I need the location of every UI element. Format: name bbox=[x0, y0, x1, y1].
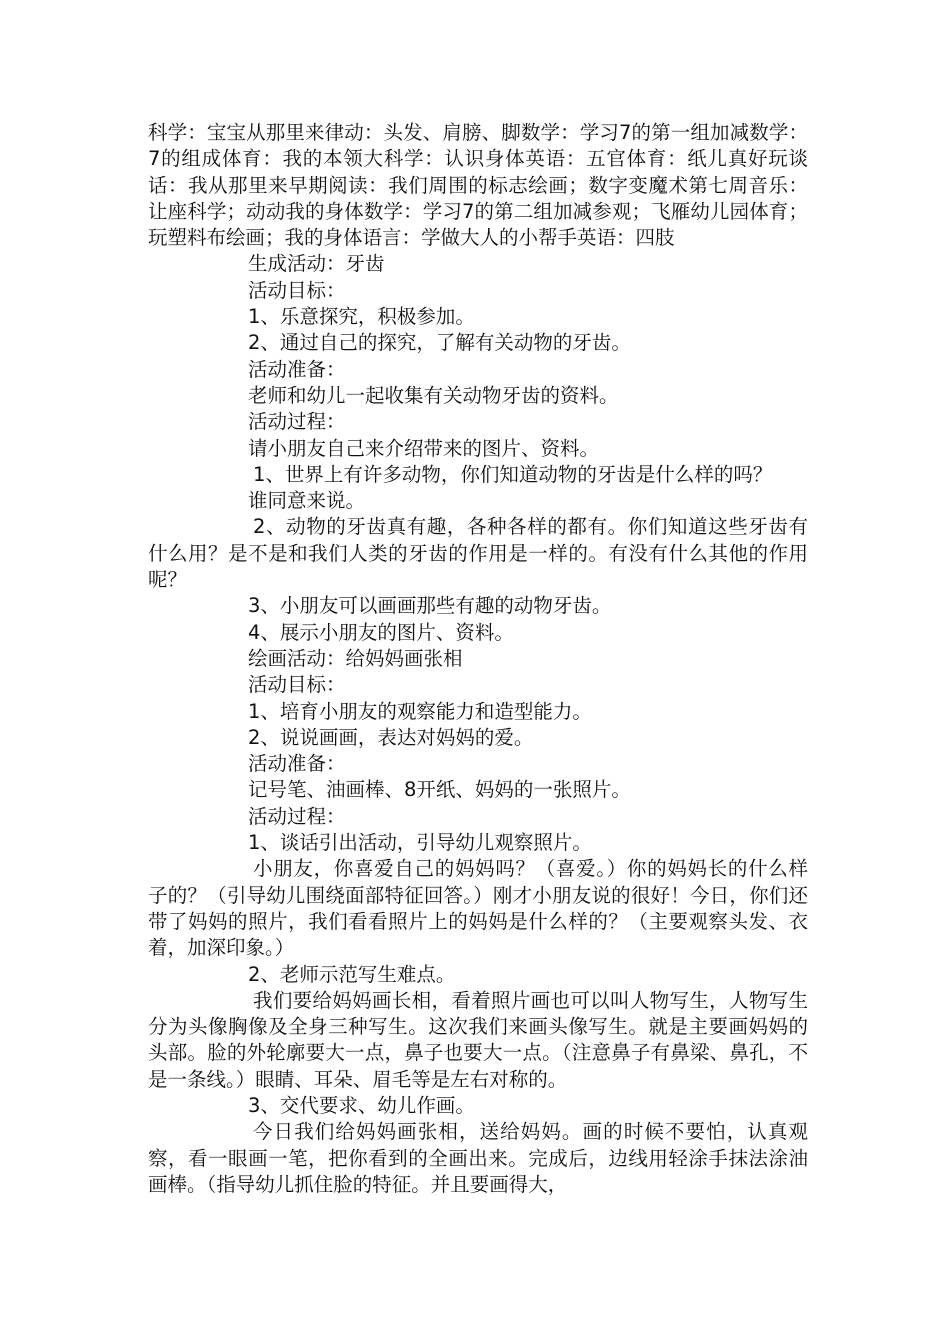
process-step: 2、老师示范写生难点。 bbox=[248, 962, 456, 986]
heading-activity-preparation: 活动准备： bbox=[248, 357, 346, 381]
process-step: 4、展示小朋友的图片、资料。 bbox=[248, 620, 514, 644]
process-text: 今日我们给妈妈画张相，送给妈妈。画的时候不要怕，认真观察，看一眼画一笔，把你看到的全画出来。完成后，边线用轻涂手抹法涂油画棒。（指导幼儿抓住脸的特征。并且要画得大， bbox=[148, 1120, 808, 1196]
heading-activity-goals: 活动目标： bbox=[248, 673, 346, 697]
heading-activity-preparation: 活动准备： bbox=[248, 752, 346, 776]
heading-activity-process: 活动过程： bbox=[248, 804, 346, 828]
paragraph-subject-list: 科学：宝宝从那里来律动：头发、肩膀、脚数学：学习7的第一组加减数学：7的组成体育：我的本领大科学：认识身体英语：五官体育：纸儿真好玩谈话：我从那里来早期阅读：我们周围的标志绘画；数字变魔术第七周音乐：让座科学；动动我的身体数学：学习7的第二组加减参观；飞雁幼儿园体育；玩塑料布绘画；我的身体语言：学做大人的小帮手英语：四肢 bbox=[148, 121, 808, 250]
heading-activity-goals: 活动目标： bbox=[248, 278, 346, 302]
document-body bbox=[148, 120, 808, 1198]
heading-teeth-activity: 生成活动：牙齿 bbox=[248, 252, 385, 276]
heading-activity-process: 活动过程： bbox=[248, 410, 346, 434]
process-step: 1、谈话引出活动，引导幼儿观察照片。 bbox=[248, 831, 592, 855]
heading-drawing-activity: 绘画活动：给妈妈画张相 bbox=[248, 646, 463, 670]
process-step: 3、小朋友可以画画那些有趣的动物牙齿。 bbox=[248, 594, 612, 618]
goal-item: 1、培育小朋友的观察能力和造型能力。 bbox=[248, 699, 592, 723]
goal-item: 2、通过自己的探究，了解有关动物的牙齿。 bbox=[248, 331, 631, 355]
goal-item: 1、乐意探究，积极参加。 bbox=[248, 305, 475, 329]
process-text: 我们要给妈妈画长相，看着照片画也可以叫人物写生，人物写生分为头像胸像及全身三种写生。这次我们来画头像写生。就是主要画妈妈的头部。脸的外轮廓要大一点，鼻子也要大一点。（注意鼻子有鼻梁、鼻孔，不是一条线。）眼睛、耳朵、眉毛等是左右对称的。 bbox=[148, 988, 808, 1091]
process-step: 3、交代要求、幼儿作画。 bbox=[248, 1093, 475, 1117]
process-step: 1、世界上有许多动物，你们知道动物的牙齿是什么样的吗？ bbox=[253, 462, 773, 486]
process-text: 谁同意来说。 bbox=[248, 489, 366, 513]
preparation-text: 老师和幼儿一起收集有关动物牙齿的资料。 bbox=[248, 383, 619, 407]
process-text: 小朋友，你喜爱自己的妈妈吗？（喜爱。）你的妈妈长的什么样子的？（引导幼儿围绕面部特征回答。）刚才小朋友说的很好！今日，你们还带了妈妈的照片，我们看看照片上的妈妈是什么样的？（主要观察头发、衣着，加深印象。） bbox=[148, 857, 808, 960]
process-text: 请小朋友自己来介绍带来的图片、资料。 bbox=[248, 436, 600, 460]
preparation-text: 记号笔、油画棒、8开纸、妈妈的一张照片。 bbox=[248, 778, 631, 802]
process-step: 2、动物的牙齿真有趣，各种各样的都有。你们知道这些牙齿有什么用？是不是和我们人类的牙齿的作用是一样的。有没有什么其他的作用呢？ bbox=[148, 515, 808, 592]
goal-item: 2、说说画画，表达对妈妈的爱。 bbox=[248, 725, 534, 749]
